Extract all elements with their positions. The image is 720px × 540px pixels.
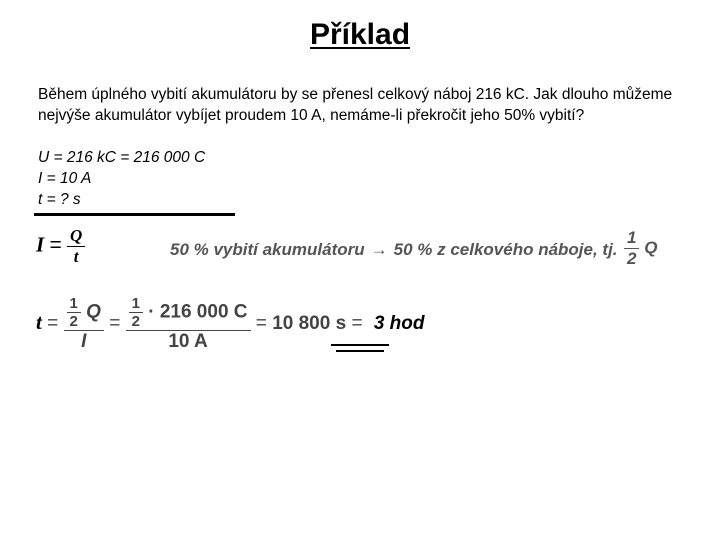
given-current: I = 10 A bbox=[38, 170, 92, 187]
result-underline-1 bbox=[331, 344, 389, 346]
time-seconds-value: 10 800 s bbox=[272, 313, 347, 335]
inner-half-fraction-2 bbox=[129, 295, 143, 330]
formula-time-fraction-2 bbox=[126, 295, 251, 353]
formula-time-lhs: t bbox=[36, 310, 42, 335]
current-var: I bbox=[81, 331, 87, 352]
arrow-right-icon: → bbox=[370, 240, 388, 259]
discharge-note-right: 50 % z celkového náboje, tj. bbox=[393, 240, 618, 259]
formula-time-equals-4: = bbox=[351, 313, 363, 335]
inner-half-numerator: 1 bbox=[67, 295, 81, 313]
inner-half-fraction bbox=[67, 295, 81, 330]
half-fraction bbox=[624, 228, 639, 269]
formula-time-equals-2: = bbox=[109, 313, 121, 335]
page-title: Příklad bbox=[309, 18, 411, 51]
formula-current-fraction bbox=[67, 226, 85, 267]
formula-time-fraction-2-numerator bbox=[126, 295, 251, 331]
formula-current-lhs: I bbox=[36, 232, 45, 257]
given-charge: U = 216 kC = 216 000 C bbox=[38, 149, 206, 166]
half-numerator: 1 bbox=[624, 228, 639, 249]
charge-value: · 216 000 C bbox=[148, 301, 248, 323]
half-denominator: 2 bbox=[627, 249, 637, 268]
formula-time-fraction-1-denominator bbox=[64, 331, 104, 353]
inner-charge-var: Q bbox=[86, 301, 101, 323]
discharge-note-left: 50 % vybití akumulátoru bbox=[170, 240, 365, 259]
formula-current-denominator: t bbox=[73, 247, 79, 266]
problem-statement: Během úplného vybití akumulátoru by se přenesl celkový náboj 216 kC. Jak dlouho můžeme nejvýše akumulátor vybíjet proudem 10 A, nemáme-li překročit jeho 50% vybití? bbox=[38, 86, 673, 124]
given-divider bbox=[34, 213, 235, 216]
formula-time-fraction-2-denominator: 10 A bbox=[168, 331, 208, 352]
discharge-note-var: Q bbox=[644, 237, 658, 257]
formula-current-numerator: Q bbox=[67, 226, 85, 247]
formula-time-equals: = bbox=[47, 313, 59, 335]
formula-time-equals-3: = bbox=[255, 313, 267, 335]
result-underline-2 bbox=[336, 350, 384, 352]
time-result: 3 hod bbox=[373, 313, 425, 335]
inner-half-numerator-2: 1 bbox=[129, 295, 143, 313]
discharge-note-fraction bbox=[624, 228, 657, 269]
inner-half-denominator: 2 bbox=[69, 313, 78, 330]
inner-half-denominator-2: 2 bbox=[131, 313, 140, 330]
formula-current-equals: = bbox=[49, 233, 62, 257]
formula-current bbox=[36, 226, 85, 267]
given-time: t = ? s bbox=[38, 191, 81, 208]
formula-time-fraction-1 bbox=[64, 295, 104, 353]
discharge-note bbox=[170, 240, 618, 260]
formula-time-fraction-1-numerator bbox=[64, 295, 104, 331]
